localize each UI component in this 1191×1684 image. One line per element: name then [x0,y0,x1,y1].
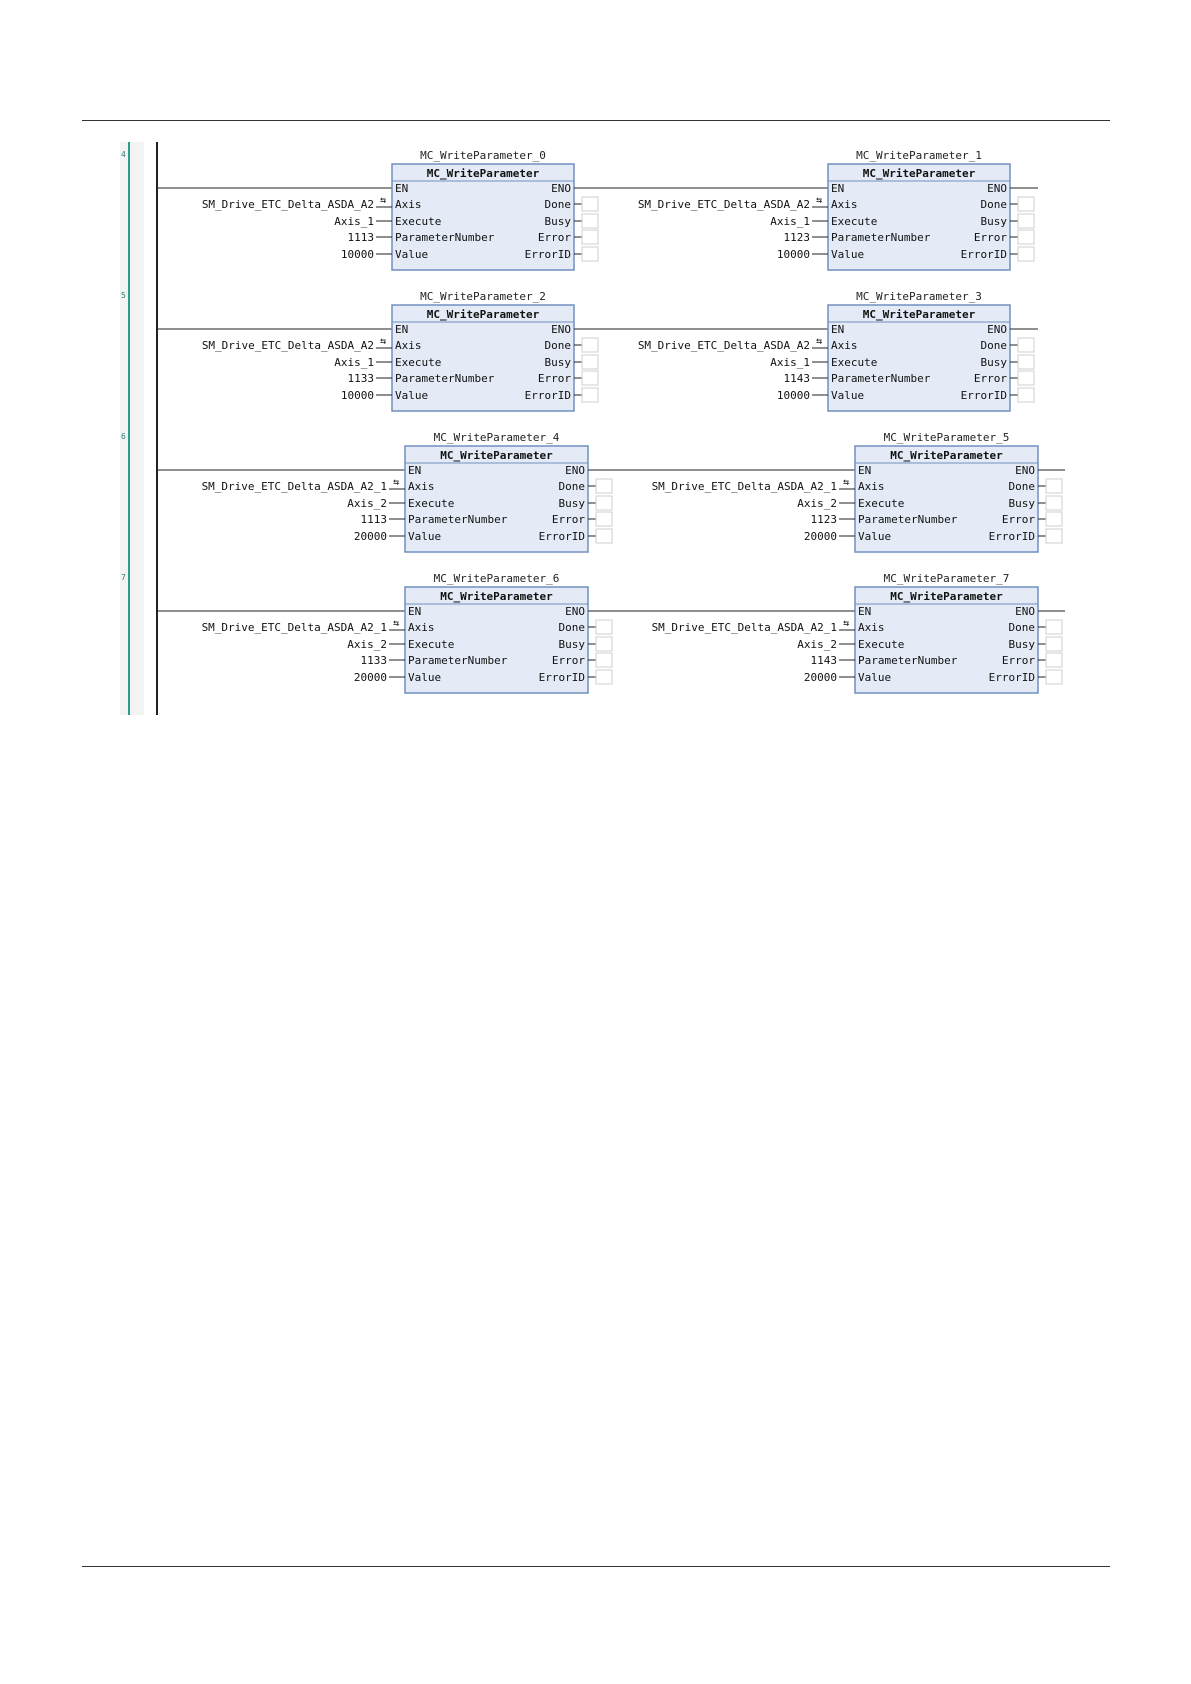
output-pin-label: Error [1001,513,1035,526]
output-variable-box [1018,197,1034,211]
inout-arrow-icon: ⇆ [392,618,400,629]
output-variable-box [1046,496,1062,510]
input-pin-label: Value [395,389,429,402]
input-pin-label: EN [395,182,409,195]
output-pin-label: Busy [558,638,585,651]
output-pin-label: ENO [565,464,585,477]
output-pin-label: Busy [544,356,571,369]
axis-variable: SM_Drive_ETC_Delta_ASDA_A2 [637,339,810,352]
output-pin-label: ENO [987,182,1007,195]
output-pin-label: Error [973,372,1007,385]
inout-arrow-icon: ⇆ [379,195,387,206]
parameter-number-value: 1143 [783,372,810,385]
output-pin-label: Busy [544,215,571,228]
fb-type-title: MC_WriteParameter [890,449,1003,462]
axis-variable: SM_Drive_ETC_Delta_ASDA_A2_1 [651,621,837,634]
input-pin-label: ParameterNumber [858,654,958,667]
axis-variable: SM_Drive_ETC_Delta_ASDA_A2_1 [201,621,387,634]
output-variable-box [1046,653,1062,667]
input-pin-label: Execute [831,356,878,369]
input-pin-label: ParameterNumber [858,513,958,526]
output-pin-label: Done [544,339,571,352]
rung-number: 4 [121,150,126,159]
fb-type-title: MC_WriteParameter [426,308,540,321]
output-pin-label: Error [537,372,571,385]
output-variable-box [1046,512,1062,526]
value-constant: 20000 [803,671,837,684]
output-pin-label: Busy [980,215,1007,228]
axis-variable: SM_Drive_ETC_Delta_ASDA_A2 [201,198,374,211]
inout-arrow-icon: ⇆ [379,336,387,347]
output-pin-label: ErrorID [538,530,585,543]
input-pin-label: Axis [831,198,858,211]
output-pin-label: ErrorID [988,671,1035,684]
output-variable-box [1018,247,1034,261]
output-variable-box [1046,637,1062,651]
input-pin-label: Axis [408,621,435,634]
output-pin-label: ENO [1015,464,1035,477]
parameter-number-value: 1113 [347,231,374,244]
output-pin-label: Error [551,654,585,667]
output-variable-box [582,230,598,244]
value-constant: 10000 [776,248,810,261]
value-constant: 20000 [353,671,387,684]
input-pin-label: Value [858,530,892,543]
axis-variable: SM_Drive_ETC_Delta_ASDA_A2_1 [201,480,387,493]
output-variable-box [596,496,612,510]
value-constant: 10000 [776,389,810,402]
fb-type-title: MC_WriteParameter [426,167,540,180]
input-pin-label: EN [858,464,872,477]
input-pin-label: Axis [395,198,422,211]
output-variable-box [1046,620,1062,634]
input-pin-label: EN [408,464,422,477]
axis-variable: SM_Drive_ETC_Delta_ASDA_A2 [201,339,374,352]
output-variable-box [582,388,598,402]
input-pin-label: EN [395,323,409,336]
fb-instance-name: MC_WriteParameter_7 [883,572,1010,585]
execute-variable: Axis_2 [797,638,837,651]
input-pin-label: Axis [858,621,885,634]
fb-instance-name: MC_WriteParameter_2 [420,290,546,303]
execute-variable: Axis_2 [797,497,837,510]
parameter-number-value: 1143 [810,654,837,667]
input-pin-label: Execute [395,215,442,228]
input-pin-label: Value [395,248,429,261]
input-pin-label: Execute [408,497,455,510]
input-pin-label: Value [408,671,442,684]
fb-type-title: MC_WriteParameter [440,449,553,462]
output-pin-label: Done [980,198,1007,211]
output-variable-box [582,247,598,261]
output-pin-label: Busy [558,497,585,510]
input-pin-label: Axis [395,339,422,352]
value-constant: 20000 [353,530,387,543]
output-pin-label: ErrorID [960,389,1007,402]
input-pin-label: EN [831,323,845,336]
output-pin-label: Done [1008,480,1035,493]
output-variable-box [596,670,612,684]
value-constant: 20000 [803,530,837,543]
input-pin-label: Value [408,530,442,543]
output-variable-box [1018,214,1034,228]
input-pin-label: Axis [408,480,435,493]
input-pin-label: ParameterNumber [395,372,495,385]
output-variable-box [596,479,612,493]
fb-type-title: MC_WriteParameter [862,308,976,321]
execute-variable: Axis_1 [770,356,810,369]
output-pin-label: Error [973,231,1007,244]
output-pin-label: ENO [565,605,585,618]
output-pin-label: ENO [551,323,571,336]
inout-arrow-icon: ⇆ [392,477,400,488]
fb-instance-name: MC_WriteParameter_0 [420,149,546,162]
output-pin-label: Busy [1008,497,1035,510]
input-pin-label: Execute [858,638,905,651]
output-variable-box [596,620,612,634]
value-constant: 10000 [340,389,374,402]
parameter-number-value: 1123 [810,513,837,526]
output-pin-label: Error [537,231,571,244]
parameter-number-value: 1113 [360,513,387,526]
input-pin-label: EN [408,605,422,618]
input-pin-label: Value [831,248,865,261]
output-pin-label: ErrorID [988,530,1035,543]
input-pin-label: Execute [858,497,905,510]
parameter-number-value: 1123 [783,231,810,244]
output-variable-box [1046,479,1062,493]
value-constant: 10000 [340,248,374,261]
rung-number: 6 [121,432,126,441]
parameter-number-value: 1133 [347,372,374,385]
execute-variable: Axis_1 [334,356,374,369]
inout-arrow-icon: ⇆ [815,336,823,347]
output-variable-box [596,529,612,543]
fb-instance-name: MC_WriteParameter_6 [433,572,560,585]
output-variable-box [582,197,598,211]
execute-variable: Axis_1 [770,215,810,228]
output-variable-box [596,512,612,526]
input-pin-label: Execute [408,638,455,651]
input-pin-label: ParameterNumber [408,513,508,526]
output-variable-box [582,338,598,352]
output-pin-label: Done [980,339,1007,352]
output-pin-label: Done [558,480,585,493]
parameter-number-value: 1133 [360,654,387,667]
output-pin-label: Error [551,513,585,526]
output-variable-box [596,653,612,667]
fb-instance-name: MC_WriteParameter_5 [883,431,1010,444]
execute-variable: Axis_2 [347,638,387,651]
output-pin-label: ENO [987,323,1007,336]
output-pin-label: ErrorID [524,248,571,261]
input-pin-label: Execute [831,215,878,228]
output-variable-box [582,355,598,369]
output-pin-label: Error [1001,654,1035,667]
output-variable-box [582,371,598,385]
input-pin-label: Execute [395,356,442,369]
input-pin-label: EN [858,605,872,618]
output-pin-label: Done [558,621,585,634]
output-pin-label: ErrorID [960,248,1007,261]
fb-type-title: MC_WriteParameter [440,590,553,603]
output-pin-label: ErrorID [538,671,585,684]
fb-instance-name: MC_WriteParameter_3 [856,290,982,303]
inout-arrow-icon: ⇆ [842,618,850,629]
rung-number: 5 [121,291,126,300]
input-pin-label: Axis [858,480,885,493]
output-variable-box [1046,670,1062,684]
axis-variable: SM_Drive_ETC_Delta_ASDA_A2_1 [651,480,837,493]
input-pin-label: Axis [831,339,858,352]
output-variable-box [1018,355,1034,369]
input-pin-label: EN [831,182,845,195]
output-pin-label: ENO [551,182,571,195]
fb-instance-name: MC_WriteParameter_4 [433,431,560,444]
output-variable-box [1018,388,1034,402]
line-number-gutter [120,142,144,715]
axis-variable: SM_Drive_ETC_Delta_ASDA_A2 [637,198,810,211]
input-pin-label: Value [831,389,865,402]
input-pin-label: ParameterNumber [408,654,508,667]
execute-variable: Axis_2 [347,497,387,510]
output-variable-box [1046,529,1062,543]
input-pin-label: Value [858,671,892,684]
rung-number: 7 [121,573,126,582]
output-variable-box [582,214,598,228]
output-pin-label: Done [1008,621,1035,634]
input-pin-label: ParameterNumber [831,372,931,385]
output-pin-label: ErrorID [524,389,571,402]
output-pin-label: ENO [1015,605,1035,618]
fb-instance-name: MC_WriteParameter_1 [856,149,982,162]
output-variable-box [596,637,612,651]
inout-arrow-icon: ⇆ [815,195,823,206]
input-pin-label: ParameterNumber [395,231,495,244]
input-pin-label: ParameterNumber [831,231,931,244]
inout-arrow-icon: ⇆ [842,477,850,488]
execute-variable: Axis_1 [334,215,374,228]
output-pin-label: Done [544,198,571,211]
fb-type-title: MC_WriteParameter [862,167,976,180]
output-pin-label: Busy [1008,638,1035,651]
output-variable-box [1018,230,1034,244]
output-variable-box [1018,371,1034,385]
output-pin-label: Busy [980,356,1007,369]
fb-type-title: MC_WriteParameter [890,590,1003,603]
output-variable-box [1018,338,1034,352]
